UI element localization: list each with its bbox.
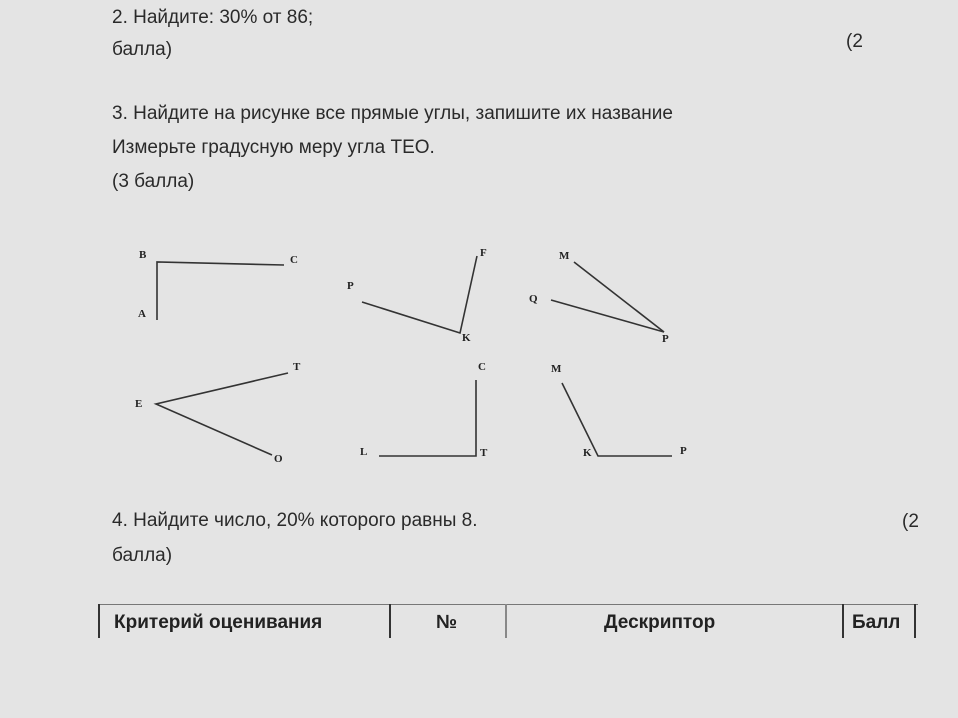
column-header-descriptor: Дескриптор bbox=[604, 612, 716, 633]
label-f: F bbox=[480, 247, 487, 259]
table-border-col2 bbox=[389, 604, 391, 638]
angle-bac bbox=[138, 249, 298, 320]
task2-question: 2. Найдите: 30% от 86; bbox=[112, 7, 314, 28]
label-k2: K bbox=[583, 447, 592, 459]
table-border-right bbox=[914, 604, 916, 638]
label-c: C bbox=[290, 254, 298, 266]
angle-teo bbox=[135, 361, 301, 465]
label-e: E bbox=[135, 398, 143, 410]
label-m2: M bbox=[551, 363, 562, 375]
table-border-left bbox=[98, 604, 100, 638]
column-header-criterion: Критерий оценивания bbox=[114, 612, 323, 633]
task2-points-label: балла) bbox=[112, 39, 173, 60]
column-header-score: Балл bbox=[852, 612, 901, 633]
label-o: O bbox=[274, 453, 283, 465]
label-t: T bbox=[293, 361, 301, 373]
label-k: K bbox=[462, 332, 471, 344]
table-border-col3 bbox=[505, 604, 507, 638]
label-a: A bbox=[138, 308, 146, 320]
task2-points-value: (2 bbox=[846, 31, 863, 52]
table-border-col4 bbox=[842, 604, 844, 638]
column-header-number: № bbox=[436, 612, 458, 633]
angle-mpq bbox=[529, 250, 669, 345]
angle-ltc bbox=[360, 361, 488, 459]
label-p: P bbox=[347, 280, 354, 292]
angle-mkp bbox=[551, 363, 687, 459]
label-m: M bbox=[559, 250, 570, 262]
label-c2: C bbox=[478, 361, 486, 373]
table-top-border bbox=[98, 604, 918, 605]
angle-pkf bbox=[347, 247, 487, 344]
task3-points: (3 балла) bbox=[112, 171, 195, 192]
task3-instruction: Измерьте градусную меру угла ТЕО. bbox=[112, 137, 435, 158]
task4-points-value: (2 bbox=[902, 511, 919, 532]
task4-question: 4. Найдите число, 20% которого равны 8. bbox=[112, 510, 478, 531]
label-p2: P bbox=[662, 333, 669, 345]
label-l: L bbox=[360, 446, 368, 458]
label-p3: P bbox=[680, 445, 687, 457]
assessment-table-header bbox=[98, 604, 918, 638]
label-q: Q bbox=[529, 293, 538, 305]
label-b: B bbox=[139, 249, 147, 261]
task3-question: 3. Найдите на рисунке все прямые углы, запишите их название bbox=[112, 103, 673, 124]
task4-points-label: балла) bbox=[112, 545, 173, 566]
label-t2: T bbox=[480, 447, 488, 459]
